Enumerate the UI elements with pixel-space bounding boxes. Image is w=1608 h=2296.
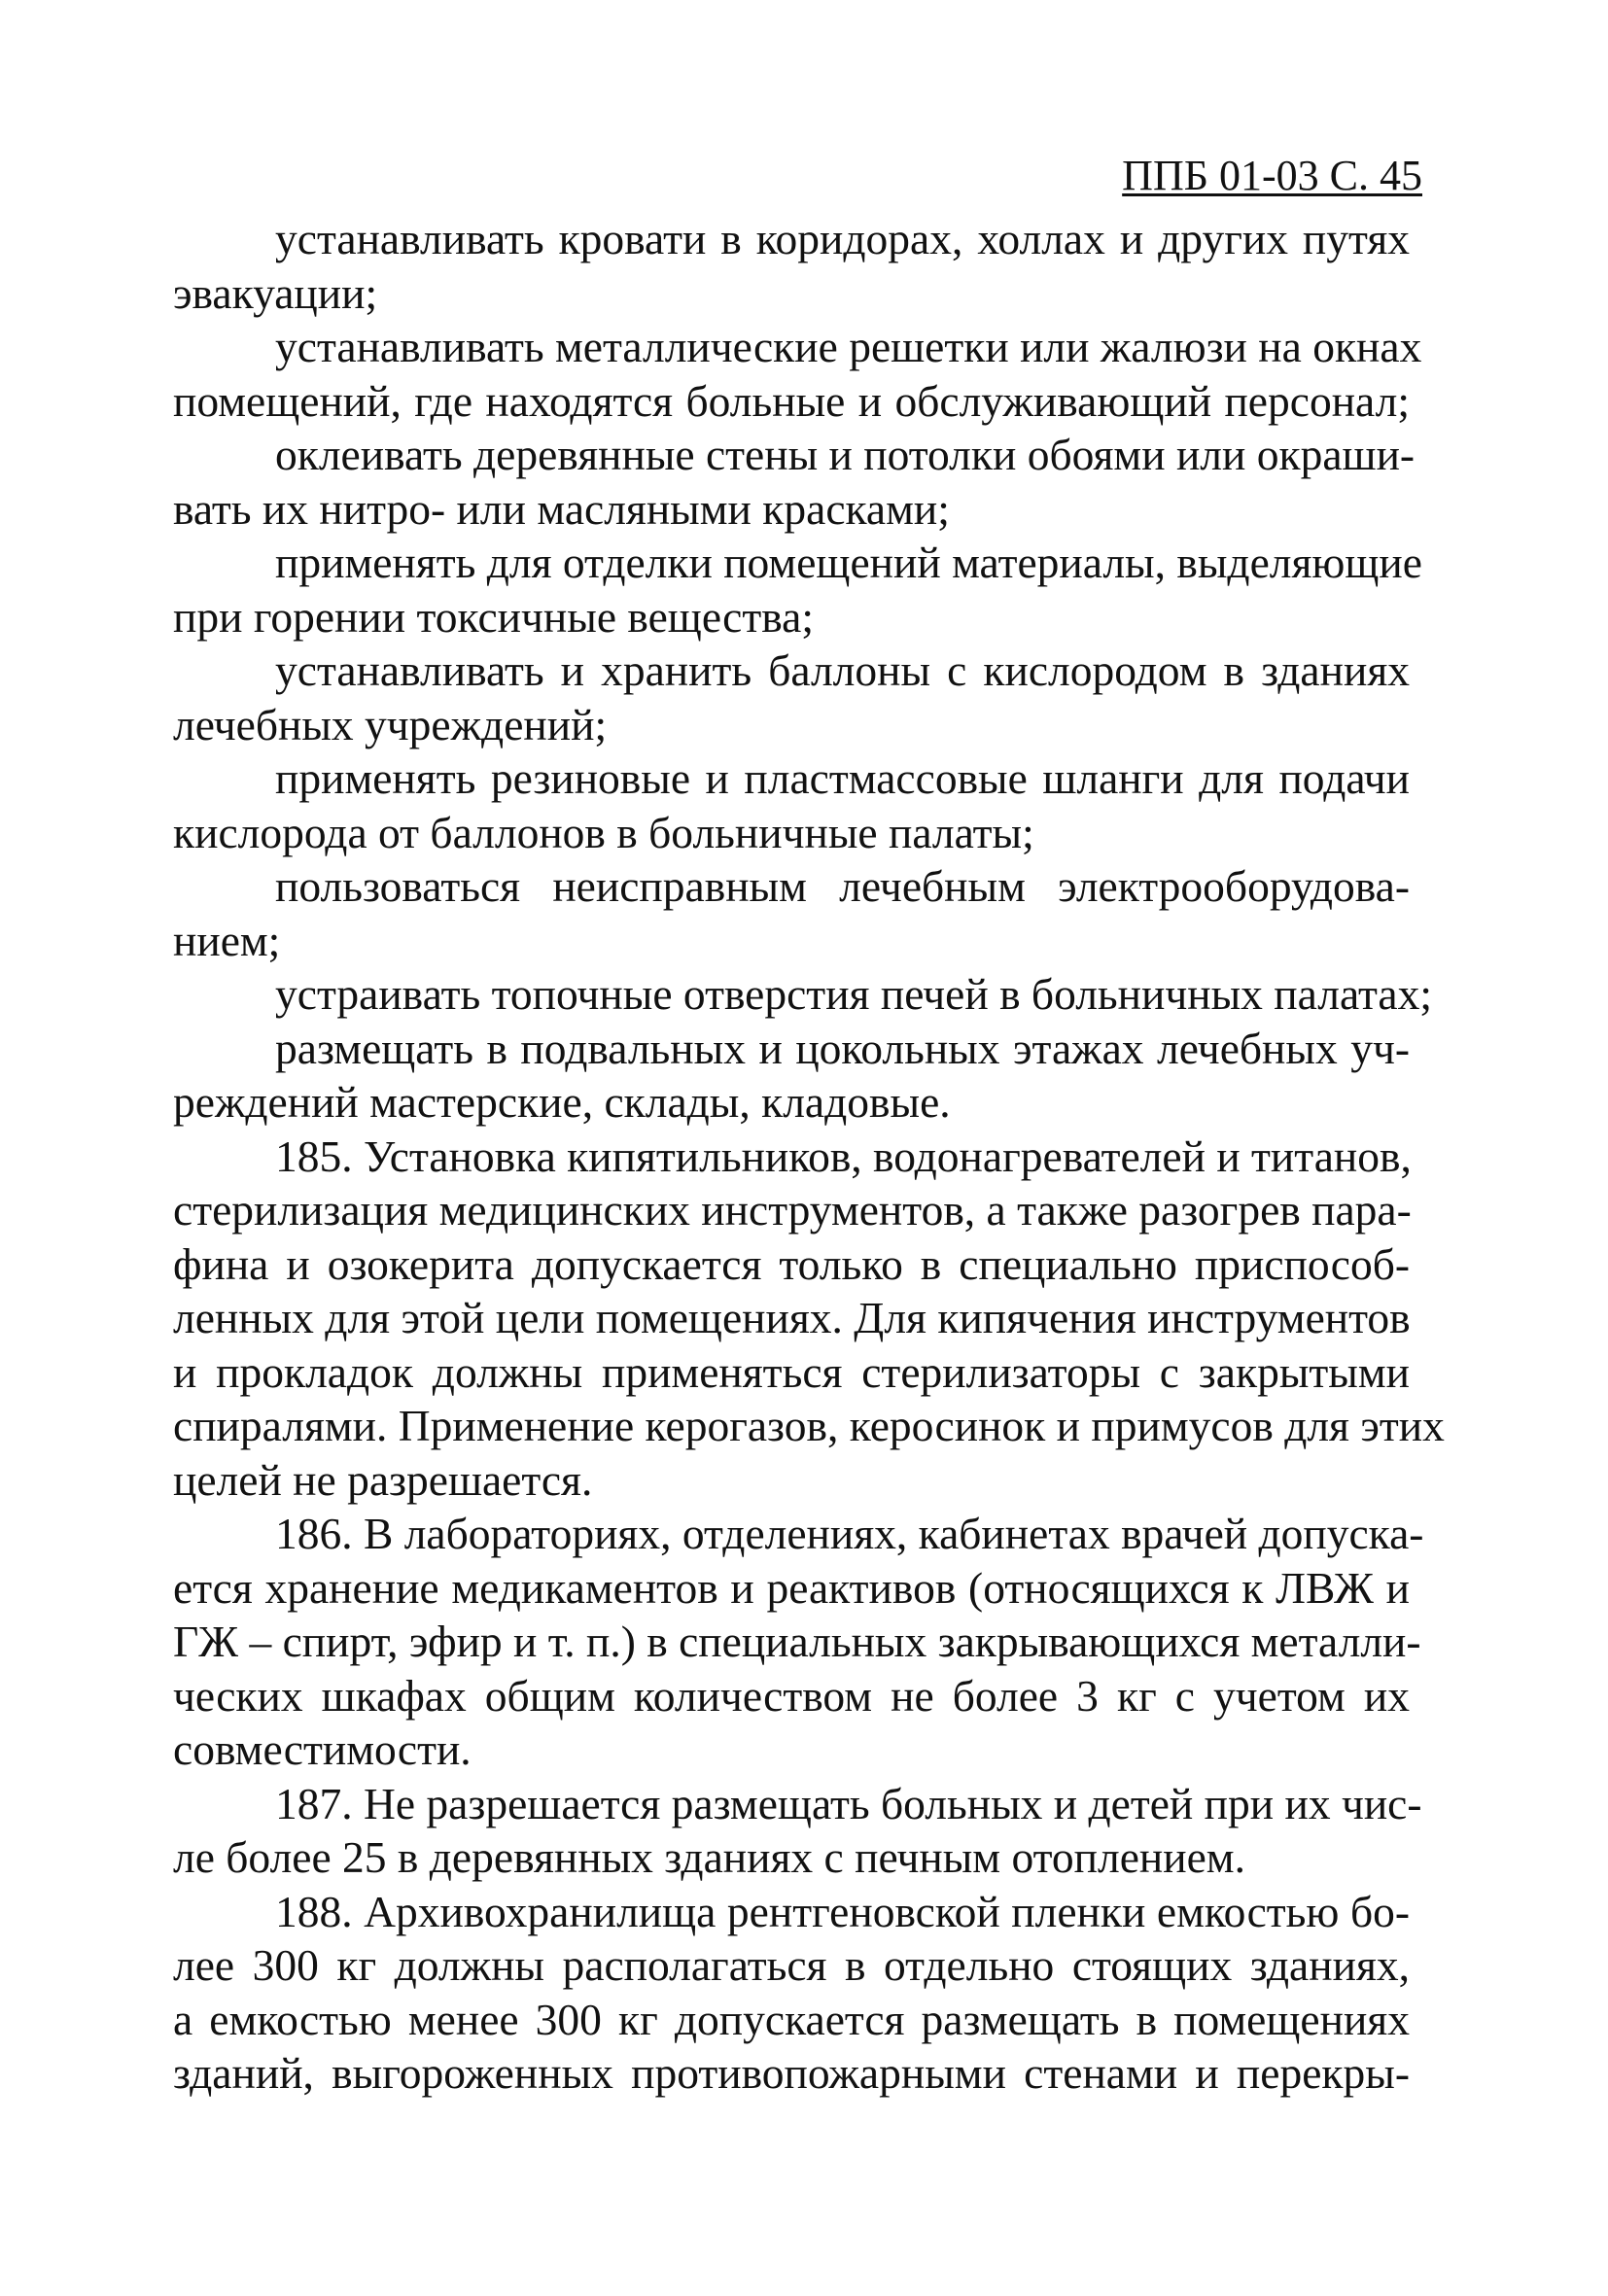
text-line: устанавливать кровати в коридорах, холлах и других путях [275, 214, 1410, 263]
page-header-label: ППБ 01-03 С. 45 [1122, 152, 1422, 199]
text-line: 188. Архивохранилища рентгеновской пленки емкостью бо- [275, 1886, 1410, 1936]
text-line: оклеивать деревянные стены и потолки обоями или окраши- [275, 430, 1416, 479]
text-line: ется хранение медикаментов и реактивов (относящихся к ЛВЖ и [173, 1562, 1410, 1613]
text-line: нием; [173, 915, 281, 965]
text-line: устраивать топочные отверстия печей в больничных палатах; [275, 969, 1432, 1019]
text-line: пользоваться неисправным лечебным электрооборудова- [275, 861, 1410, 911]
text-line: применять для отделки помещений материалы, выделяющие [275, 538, 1422, 587]
text-line: и прокладок должны применяться стерилизаторы с закрытыми [173, 1346, 1410, 1397]
text-line: кислорода от баллонов в больничные палаты; [173, 807, 1034, 857]
text-line: реждений мастерские, склады, кладовые. [173, 1077, 951, 1127]
text-line: зданий, выгороженных противопожарными стенами и перекры- [173, 2048, 1410, 2098]
text-line: фина и озокерита допускается только в специально приспособ- [173, 1238, 1410, 1289]
text-line: совместимости. [173, 1724, 472, 1774]
text-line: спиралями. Применение керогазов, керосинок и примусов для этих [173, 1401, 1445, 1450]
text-line: помещений, где находятся больные и обслуживающий персонал; [173, 375, 1410, 426]
text-line: лечебных учреждений; [173, 699, 608, 749]
text-line: 185. Установка кипятильников, водонагревателей и титанов, [275, 1131, 1412, 1181]
text-line: устанавливать и хранить баллоны с кислородом в зданиях [275, 645, 1410, 695]
text-line: лее 300 кг должны располагаться в отдельно стоящих зданиях, [173, 1940, 1410, 1990]
text-line: вать их нитро- или масляными красками; [173, 483, 950, 534]
document-body [173, 212, 1445, 2101]
text-line: ческих шкафах общим количеством не более 3 кг с учетом их [173, 1670, 1410, 1721]
text-line: размещать в подвальных и цокольных этажах лечебных уч- [275, 1023, 1410, 1073]
text-line: целей не разрешается. [173, 1454, 593, 1505]
text-line: ленных для этой цели помещениях. Для кипячения инструментов [173, 1293, 1411, 1342]
text-line: при горении токсичные вещества; [173, 591, 814, 642]
text-line: 186. В лабораториях, отделениях, кабинетах врачей допуска- [275, 1509, 1424, 1558]
text-line: стерилизация медицинских инструментов, а также разогрев пара- [173, 1185, 1412, 1235]
text-line: эвакуации; [173, 267, 378, 318]
text-line: а емкостью менее 300 кг допускается размещать в помещениях [173, 1994, 1410, 2044]
text-line: ле более 25 в деревянных зданиях с печным отоплением. [173, 1832, 1245, 1882]
text-line: ГЖ – спирт, эфир и т. п.) в специальных закрывающихся металли- [173, 1617, 1421, 1666]
text-line: 187. Не разрешается размещать больных и детей при их чис- [275, 1778, 1422, 1828]
text-line: устанавливать металлические решетки или жалюзи на окнах [275, 322, 1422, 371]
text-line: применять резиновые и пластмассовые шланги для подачи [275, 753, 1410, 803]
